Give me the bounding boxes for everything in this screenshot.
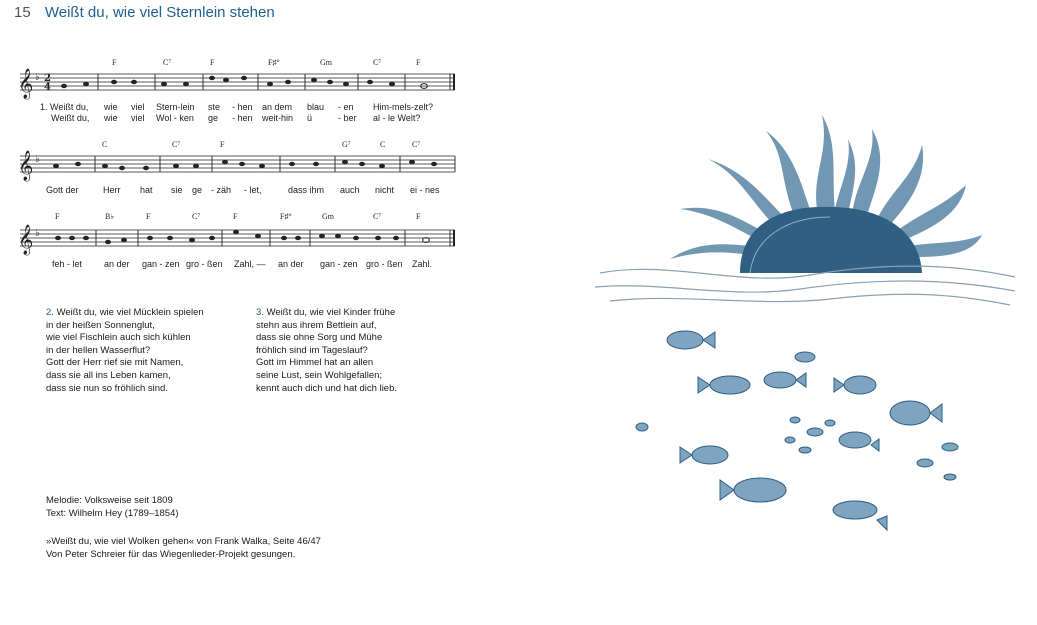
- verse-2-line-4: in der hellen Wasserflut?: [46, 344, 151, 356]
- chord-symbol: C⁷: [163, 58, 172, 67]
- verse-2-line-3: wie viel Fischlein auch sich kühlen: [46, 332, 191, 344]
- sun-icon: [670, 115, 982, 273]
- chord-symbol: B♭: [105, 212, 115, 221]
- lyric-syllable-verse-2: weit-hin: [262, 113, 294, 123]
- chord-symbol: F: [55, 212, 60, 221]
- chord-symbol: F: [220, 140, 225, 149]
- lyric-syllable: gan - zen: [142, 259, 180, 269]
- chord-symbol: C⁷: [373, 212, 382, 221]
- lyric-syllable: gro - ßen: [186, 259, 223, 269]
- chord-symbol: F: [112, 58, 117, 67]
- lyric-syllable: 1. Weißt du,: [40, 102, 89, 112]
- lyric-syllable: ei - nes: [410, 185, 440, 195]
- chord-symbol: C⁷: [412, 140, 421, 149]
- chord-symbol: Gm: [320, 58, 332, 67]
- lyric-syllable: feh - let: [52, 259, 83, 269]
- lyric-syllable-verse-2: - hen: [232, 113, 253, 123]
- lyric-syllable: an dem: [262, 102, 293, 112]
- svg-text:2: 2: [44, 73, 51, 84]
- verse-2-line-1: Weißt du, wie viel Mücklein spielen: [56, 307, 204, 318]
- lyric-syllable-verse-2: Wol - ken: [156, 113, 194, 123]
- lyric-syllable: Herr: [103, 185, 121, 195]
- verse-3: [256, 307, 397, 395]
- lyric-syllable-verse-2: al - le Welt?: [373, 113, 421, 123]
- verse-2-line-5: Gott der Herr rief sie mit Namen,: [46, 357, 184, 369]
- recording-line-1: »Weißt du, wie viel Wolken gehen« von Frank Walka, Seite 46/47: [46, 536, 321, 547]
- chord-symbol: F♯°: [268, 58, 280, 67]
- svg-text:♭: ♭: [35, 228, 40, 239]
- recording-line-2: Von Peter Schreier für das Wiegenlieder-Projekt gesungen.: [46, 548, 296, 560]
- lyric-syllable: hat: [140, 185, 153, 195]
- chord-symbol: F: [416, 58, 421, 67]
- lyric-syllable: Stern-lein: [156, 102, 195, 112]
- verse-3-line-2: stehn aus ihrem Bettlein auf,: [256, 319, 377, 331]
- sun-and-fish-illustration: [590, 95, 1020, 555]
- lyric-syllable: - hen: [232, 102, 253, 112]
- chord-symbol: G⁷: [342, 140, 351, 149]
- lyric-syllable: Gott der: [46, 185, 79, 195]
- lyric-syllable-verse-2: ü: [307, 113, 313, 123]
- chord-symbol: Gm: [322, 212, 334, 221]
- chord-symbol: F: [146, 212, 151, 221]
- lyric-syllable: Zahl, —: [234, 259, 266, 269]
- lyric-syllable: Him-mels-zelt?: [373, 102, 434, 112]
- svg-text:𝄞: 𝄞: [18, 225, 34, 255]
- lyric-syllable-verse-2: - ber: [338, 113, 357, 123]
- melody-credit: Melodie: Volksweise seit 1809: [46, 495, 173, 506]
- chord-symbol: C: [380, 140, 386, 149]
- lyric-syllable: nicht: [375, 185, 395, 195]
- verse-3-line-3: dass sie ohne Sorg und Mühe: [256, 332, 383, 344]
- lyric-syllable: gro - ßen: [366, 259, 403, 269]
- chord-symbol: C⁷: [192, 212, 201, 221]
- lyric-syllable-verse-2: ge: [208, 113, 219, 123]
- recording-note: [46, 536, 321, 561]
- chord-symbol: F: [233, 212, 238, 221]
- verse-3-line-4: fröhlich sind im Tageslauf?: [256, 344, 368, 356]
- svg-text:♭: ♭: [35, 154, 40, 165]
- lyric-syllable: gan - zen: [320, 259, 358, 269]
- lyric-syllable: auch: [340, 185, 360, 195]
- svg-text:𝄞: 𝄞: [18, 69, 34, 99]
- chord-symbol: C: [102, 140, 108, 149]
- chord-symbol: C⁷: [172, 140, 181, 149]
- chord-symbol: F: [416, 212, 421, 221]
- lyric-syllable: ge: [192, 185, 203, 195]
- page-number: 15: [14, 4, 31, 21]
- lyric-syllable: sie: [171, 185, 183, 195]
- lyric-syllable: - en: [338, 102, 354, 112]
- sheet-music: [0, 0, 470, 280]
- lyric-syllable: an der: [278, 259, 304, 269]
- lyric-syllable-verse-2: Weißt du,: [51, 113, 90, 123]
- staff-lines: [0, 0, 470, 280]
- svg-text:♭: ♭: [35, 72, 40, 83]
- lyric-syllable: an der: [104, 259, 130, 269]
- verse-2-line-7: dass sie nun so fröhlich sind.: [46, 382, 168, 394]
- svg-text:4: 4: [44, 82, 51, 93]
- lyric-syllable-verse-2: viel: [131, 113, 145, 123]
- verse-3-line-1: Weißt du, wie viel Kinder frühe: [266, 307, 396, 318]
- song-credits: [46, 495, 179, 520]
- lyric-syllable: - let,: [244, 185, 262, 195]
- lyric-syllable: viel: [131, 102, 145, 112]
- lyric-syllable: blau: [307, 102, 325, 112]
- verse-2-line-6: dass sie all ins Leben kamen,: [46, 369, 171, 381]
- svg-text:𝄞: 𝄞: [18, 151, 34, 181]
- verse-3-line-7: kennt auch dich und hat dich lieb.: [256, 382, 398, 394]
- verse-2-line-2: in der heißen Sonnenglut,: [46, 319, 155, 331]
- lyric-syllable: wie: [104, 102, 118, 112]
- chord-symbol: F♯°: [280, 212, 292, 221]
- verse-2-number: 2.: [46, 307, 54, 318]
- chord-symbol: F: [210, 58, 215, 67]
- lyric-syllable: - zäh: [211, 185, 232, 195]
- lyric-syllable: dass ihm: [288, 185, 325, 195]
- fish-school-icon: [636, 331, 958, 530]
- verse-3-line-5: Gott im Himmel hat an allen: [256, 357, 374, 369]
- lyric-syllable: Zahl.: [412, 259, 433, 269]
- verse-3-line-6: seine Lust, sein Wohlgefallen;: [256, 369, 383, 381]
- verse-2: [46, 307, 204, 395]
- chord-symbol: C⁷: [373, 58, 382, 67]
- song-title: Weißt du, wie viel Sternlein stehen: [44, 4, 275, 21]
- text-credit: Text: Wilhelm Hey (1789–1854): [46, 507, 179, 519]
- lyric-syllable-verse-2: wie: [104, 113, 118, 123]
- lyric-syllable: ste: [208, 102, 221, 112]
- verse-3-number: 3.: [256, 307, 264, 318]
